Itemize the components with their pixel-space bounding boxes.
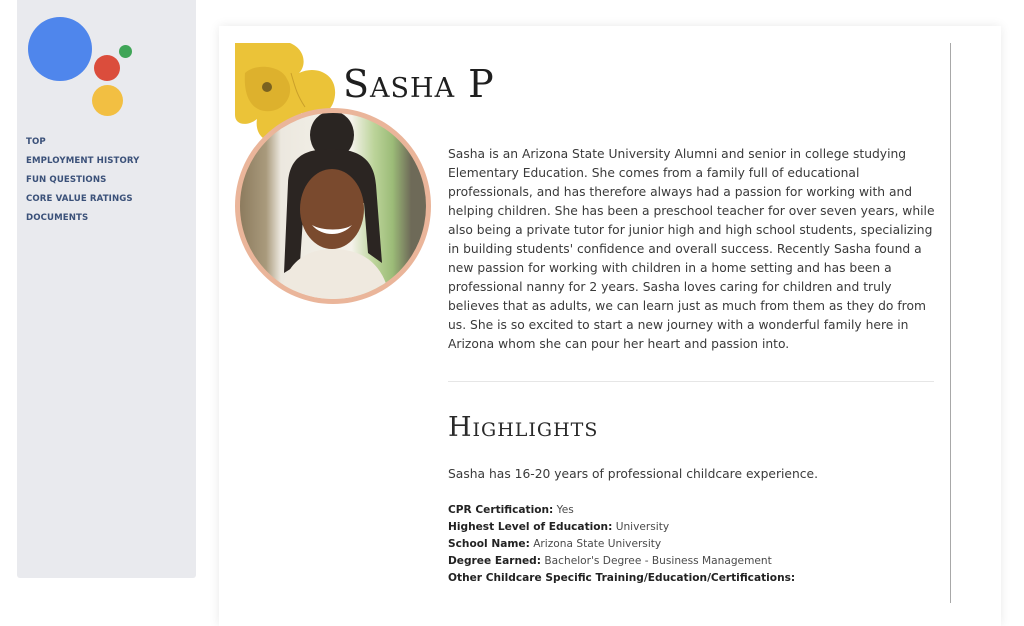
nav-item-top[interactable]: TOP: [26, 137, 46, 147]
fact-label: Highest Level of Education:: [448, 521, 613, 533]
fact-label: School Name:: [448, 538, 530, 550]
experience-summary: Sasha has 16-20 years of professional childcare experience.: [448, 467, 819, 481]
profile-card: [219, 26, 1001, 626]
fact-value: Arizona State University: [533, 538, 662, 550]
fact-value: University: [615, 521, 670, 533]
logo-red-dot: [94, 55, 120, 81]
fact-degree: [448, 553, 795, 570]
logo-yellow-dot: [92, 85, 123, 116]
profile-photo: [235, 108, 431, 304]
fact-label: CPR Certification:: [448, 504, 554, 516]
highlights-facts: [448, 502, 795, 587]
nav-item-fun-questions[interactable]: FUN QUESTIONS: [26, 175, 107, 185]
fact-education-level: [448, 519, 795, 536]
fact-value: Yes: [556, 504, 574, 516]
fact-school-name: [448, 536, 795, 553]
profile-bio: Sasha is an Arizona State University Alumni and senior in college studying Elementary Education. She comes from a family full of educational professionals, and has therefore always had a passion for working with and helping children. She has been a preschool teacher for over seven years, while also being a private tutor for junior high and high school students, specializing in building students' confidence and overall success. Recently Sasha found a new passion for working with children in a home setting and has been a professional nanny for 2 years. Sasha loves caring for children and truly believes that as adults, we can learn just as much from them as they do from us. She is so excited to start a new journey with a wonderful family here in Arizona whom she can pour her heart and passion into.: [448, 147, 935, 351]
logo-blue-dot: [28, 17, 92, 81]
fact-cpr: [448, 502, 795, 519]
section-divider: [448, 381, 934, 382]
highlights-title: Highlights: [448, 412, 599, 443]
fact-value: Bachelor's Degree - Business Management: [544, 555, 772, 567]
sidebar-nav: [26, 133, 140, 228]
fact-label: Degree Earned:: [448, 555, 542, 567]
nav-item-documents[interactable]: DOCUMENTS: [26, 213, 89, 223]
profile-name: Sasha P: [343, 62, 495, 106]
brand-logo[interactable]: [17, 0, 196, 120]
vertical-divider: [950, 43, 951, 603]
logo-green-dot: [119, 45, 132, 58]
nav-item-core-value-ratings[interactable]: CORE VALUE RATINGS: [26, 194, 133, 204]
sidebar: [17, 0, 196, 578]
nav-item-employment-history[interactable]: EMPLOYMENT HISTORY: [26, 156, 140, 166]
fact-other-training: [448, 570, 795, 587]
profile-photo-image: [240, 113, 426, 299]
fact-label: Other Childcare Specific Training/Education/Certifications:: [448, 572, 796, 584]
